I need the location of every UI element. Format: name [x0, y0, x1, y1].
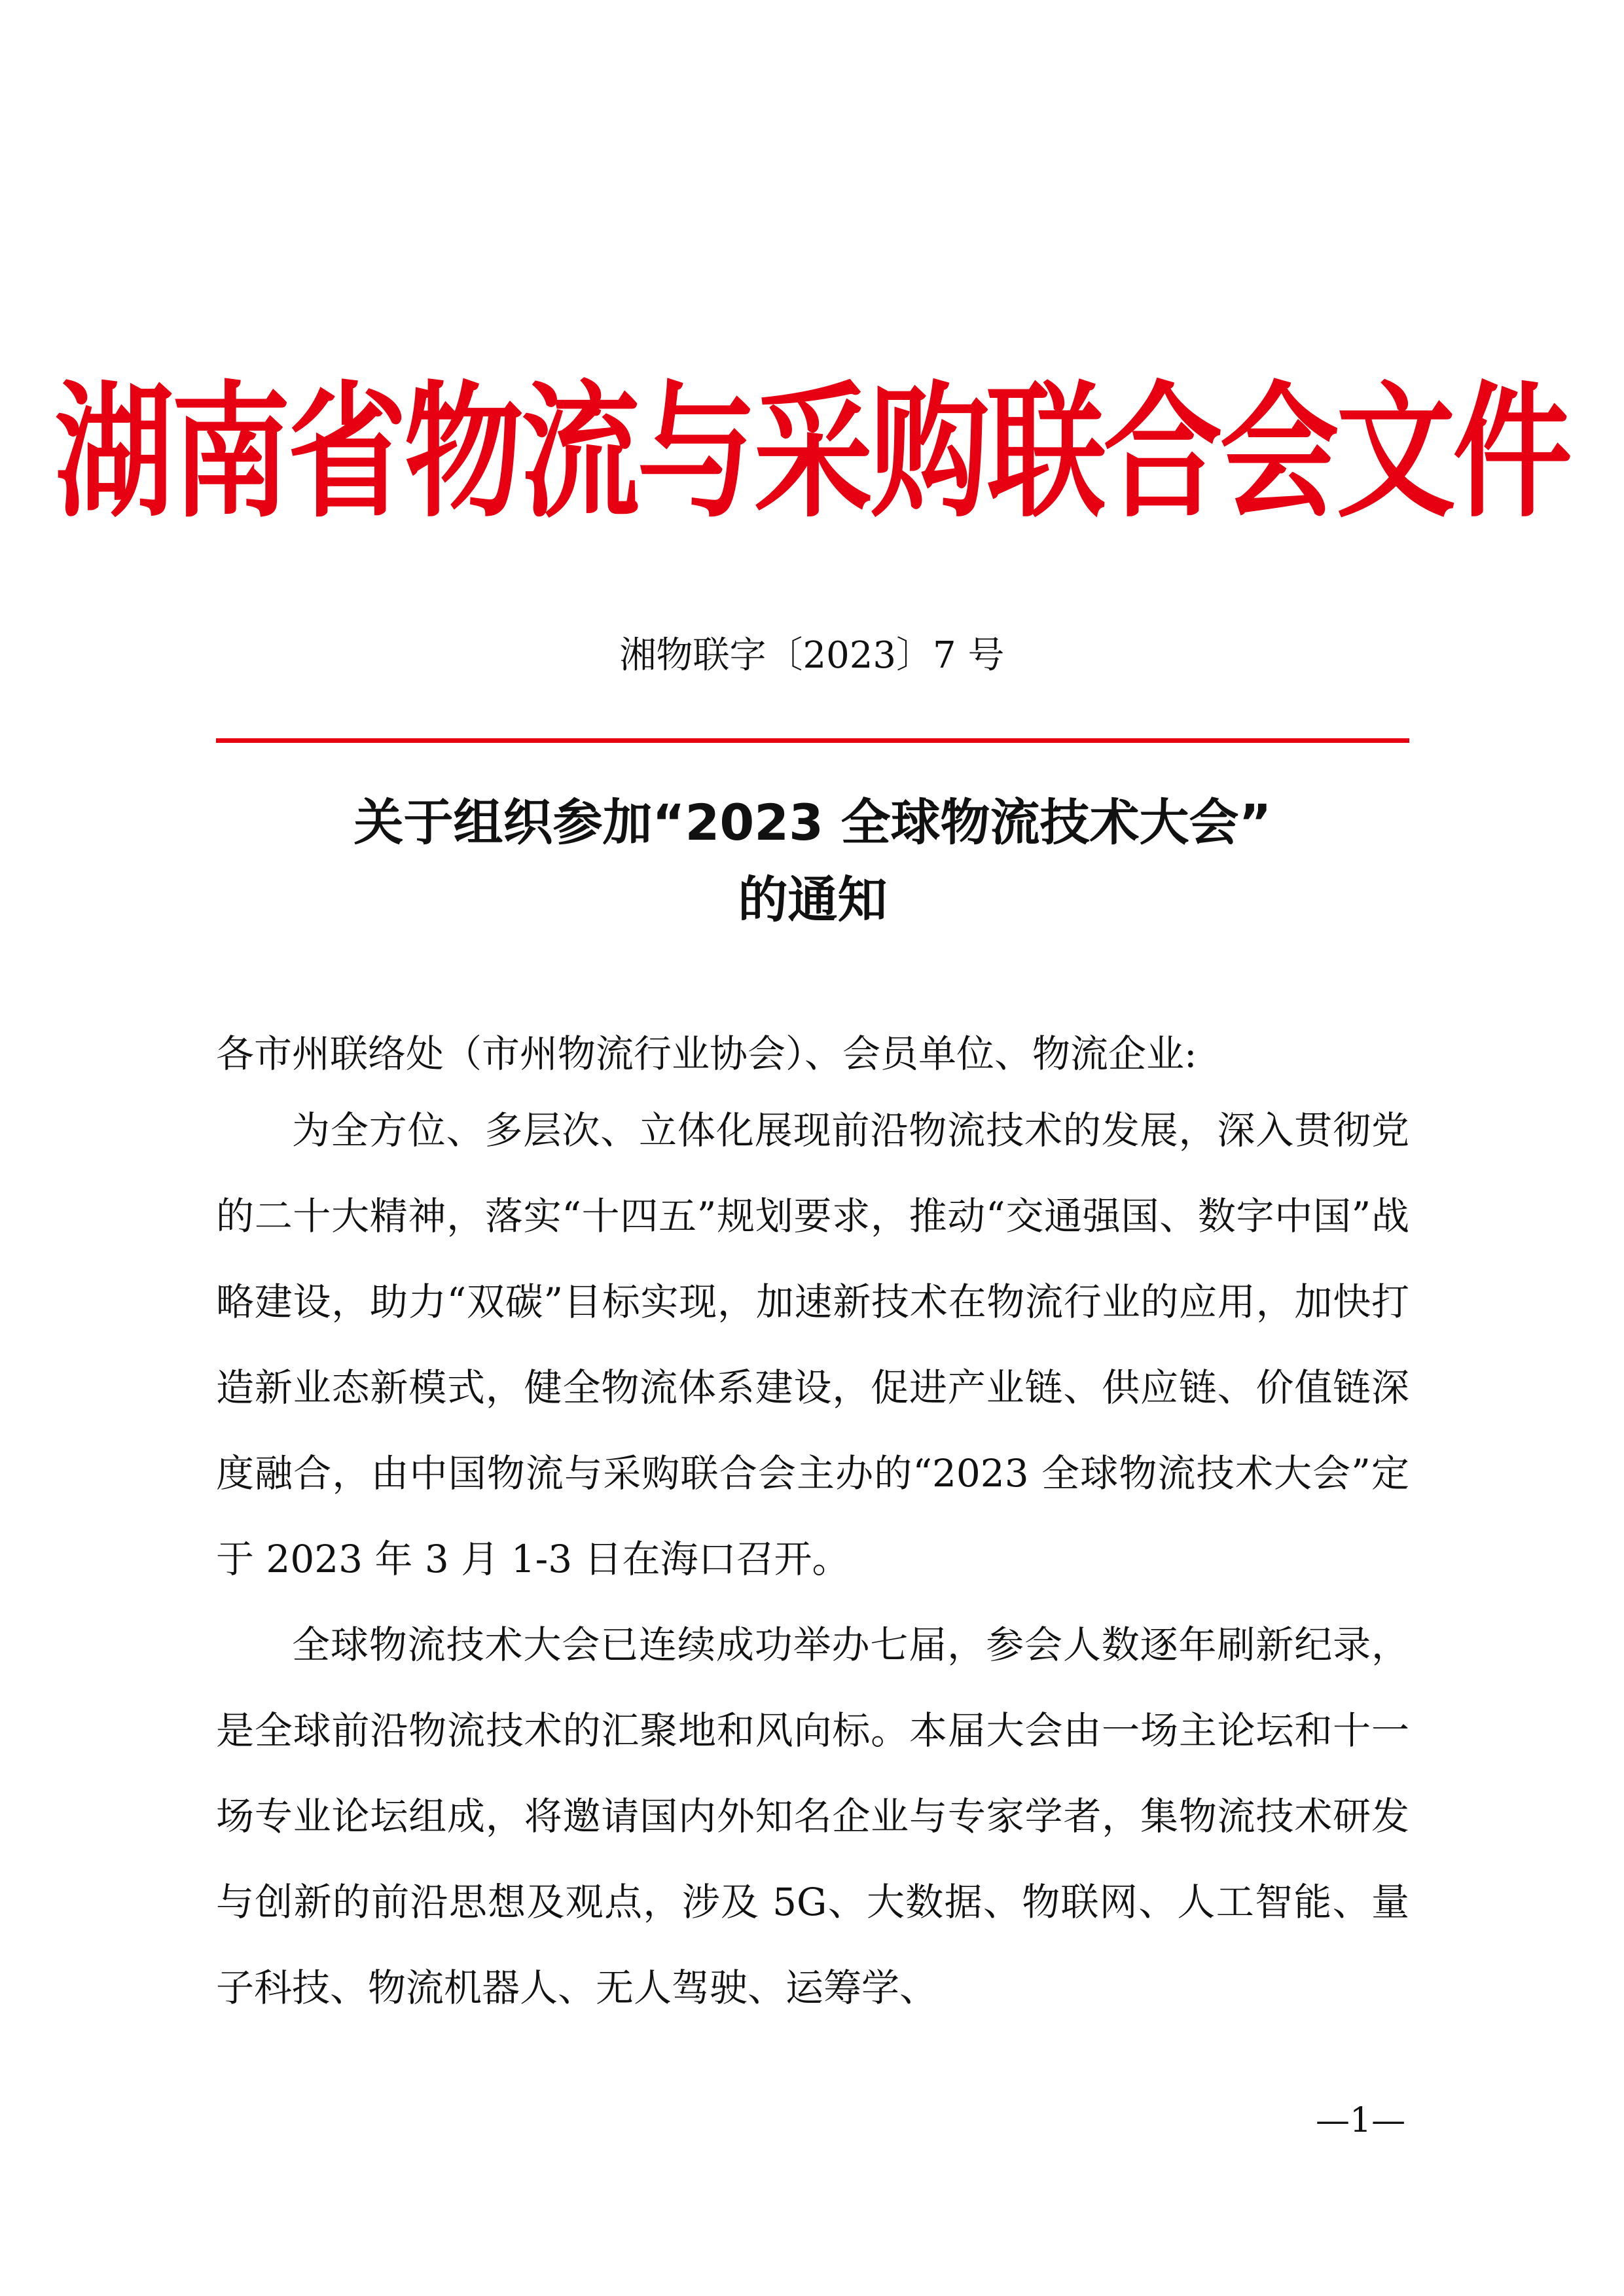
body-paragraph: 全球物流技术大会已连续成功举办七届，参会人数逐年刷新纪录，是全球前沿物流技术的汇聚地和风向标。本届大会由一场主论坛和十一场专业论坛组成，将邀请国内外知名企业与专家学者，集物流技术研发与创新的前沿思想及观点，涉及 5G、大数据、物联网、人工智能、量子科技、物流机器人、无人驾驶、运筹学、 — [216, 1623, 1409, 2010]
body-paragraph: 为全方位、多层次、立体化展现前沿物流技术的发展，深入贯彻党的二十大精神，落实“十四五”规划要求，推动“交通强国、数字中国”战略建设，助力“双碳”目标实现，加速新技术在物流行业的应用，加快打造新业态新模式，健全物流体系建设，促进产业链、供应链、价值链深度融合，由中国物流与采购联合会主办的“2023 全球物流技术大会”定于 2023 年 3 月 1-3 日在海口召开。 — [216, 1108, 1409, 1581]
page-number: —1— — [1316, 2101, 1406, 2140]
document-number: 湘物联字〔2023〕7 号 — [619, 634, 1005, 677]
notice-title-line-1: 关于组织参加“2023 全球物流技术大会” — [353, 793, 1272, 852]
salutation: 各市州联络处（市州物流行业协会）、会员单位、物流企业: — [216, 1031, 1197, 1076]
header-divider — [216, 738, 1409, 743]
issuer-header: 湖南省物流与采购联合会文件 — [54, 368, 1570, 537]
notice-title-line-2: 的通知 — [738, 870, 888, 929]
